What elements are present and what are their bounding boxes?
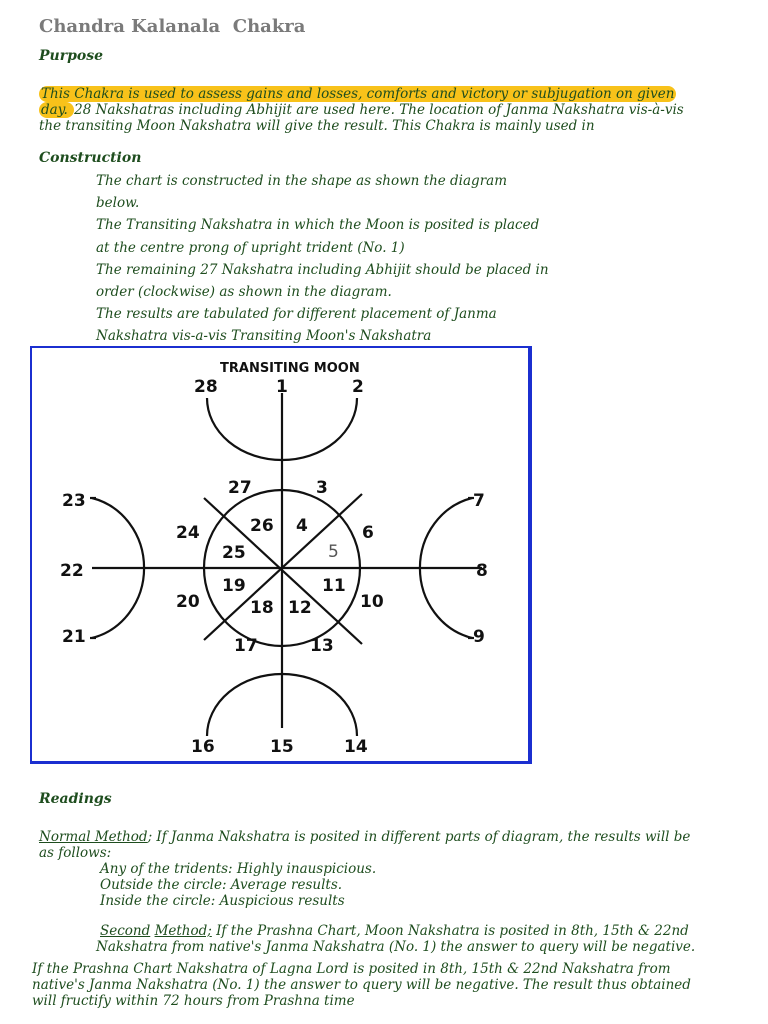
normal-method-line	[39, 829, 754, 845]
nakshatra-5: 5	[328, 542, 339, 562]
reading-item-outside: Outside the circle: Average results.	[100, 877, 343, 893]
normal-method-text: ; If Janma Nakshatra is posited in different parts of diagram, the results will be	[147, 829, 691, 845]
construction-line: The remaining 27 Nakshatra including Abhijit should be placed in	[96, 261, 549, 278]
construction-line: The Transiting Nakshatra in which the Moon is posited is placed	[96, 217, 540, 234]
nakshatra-27: 27	[228, 478, 252, 498]
nakshatra-1: 1	[276, 377, 288, 397]
reading-item-inside: Inside the circle: Auspicious results	[100, 893, 345, 909]
second-method-line-2: Nakshatra from native's Janma Nakshatra (No. 1) the answer to query will be negative.	[96, 939, 696, 955]
final-line-3: will fructify within 72 hours from Prashna time	[32, 993, 355, 1009]
nakshatra-10: 10	[360, 592, 384, 612]
nakshatra-22: 22	[60, 561, 84, 581]
nakshatra-17: 17	[234, 636, 258, 656]
construction-line: The results are tabulated for different placement of Janma	[96, 306, 497, 323]
normal-method-label: Normal Method	[39, 829, 148, 845]
second-method-line	[100, 923, 689, 939]
nakshatra-12: 12	[288, 598, 312, 618]
construction-line: below.	[96, 195, 140, 212]
nakshatra-3: 3	[316, 478, 328, 498]
highlight-line-2: day.	[41, 102, 73, 118]
purpose-line-2-rest: 28 Nakshatras including Abhijit are used here. The location of Janma Nakshatra vis-à-vis	[74, 102, 684, 118]
nakshatra-18: 18	[250, 598, 274, 618]
normal-method-line-2: as follows:	[39, 845, 112, 861]
nakshatra-7: 7	[473, 491, 485, 511]
nakshatra-11: 11	[322, 576, 346, 596]
construction-line: The chart is constructed in the shape as shown the diagram	[96, 173, 507, 189]
highlight-line-1: This Chakra is used to assess gains and losses, comforts and victory or subjugation on given	[41, 86, 675, 102]
final-line-1: If the Prashna Chart Nakshatra of Lagna Lord is posited in 8th, 15th & 22nd Nakshatra from	[32, 961, 671, 977]
nakshatra-8: 8	[476, 561, 488, 581]
nakshatra-23: 23	[62, 491, 86, 511]
nakshatra-16: 16	[191, 737, 215, 757]
purpose-paragraph	[39, 86, 754, 134]
construction-line: order (clockwise) as shown in the diagram.	[96, 284, 392, 301]
transiting-moon-label: TRANSITING MOON	[220, 361, 360, 376]
second-method-label-2: Method;	[154, 923, 212, 939]
final-line-2: native's Janma Nakshatra (No. 1) the answer to query will be negative. The result thus obtained	[32, 977, 691, 993]
nakshatra-25: 25	[222, 543, 246, 563]
second-method-text: If the Prashna Chart, Moon Nakshatra is posited in 8th, 15th & 22nd	[211, 923, 689, 939]
construction-line: at the centre prong of upright trident (No. 1)	[96, 239, 405, 256]
chakra-diagram	[30, 346, 532, 764]
second-method-label-1: Second	[100, 923, 151, 939]
construction-line: Nakshatra vis-a-vis Transiting Moon's Nakshatra	[96, 328, 432, 345]
nakshatra-15: 15	[270, 737, 294, 757]
construction-text	[96, 170, 549, 348]
nakshatra-6: 6	[362, 523, 374, 543]
nakshatra-13: 13	[310, 636, 334, 656]
reading-item-trident: Any of the tridents: Highly inauspicious.	[100, 861, 377, 877]
nakshatra-19: 19	[222, 576, 246, 596]
nakshatra-26: 26	[250, 516, 274, 536]
page-title: Chandra Kalanala Chakra	[39, 16, 306, 37]
purpose-heading: Purpose	[39, 48, 103, 64]
nakshatra-20: 20	[176, 592, 200, 612]
nakshatra-28: 28	[194, 377, 218, 397]
nakshatra-14: 14	[344, 737, 368, 757]
nakshatra-9: 9	[473, 627, 485, 647]
nakshatra-4: 4	[296, 516, 308, 536]
purpose-line-3: the transiting Moon Nakshatra will give the result. This Chakra is mainly used in	[39, 118, 595, 134]
construction-heading: Construction	[39, 150, 142, 166]
nakshatra-21: 21	[62, 627, 86, 647]
chakra-diagram-svg	[32, 348, 528, 761]
nakshatra-24: 24	[176, 523, 200, 543]
readings-heading: Readings	[39, 791, 112, 807]
nakshatra-2: 2	[352, 377, 364, 397]
